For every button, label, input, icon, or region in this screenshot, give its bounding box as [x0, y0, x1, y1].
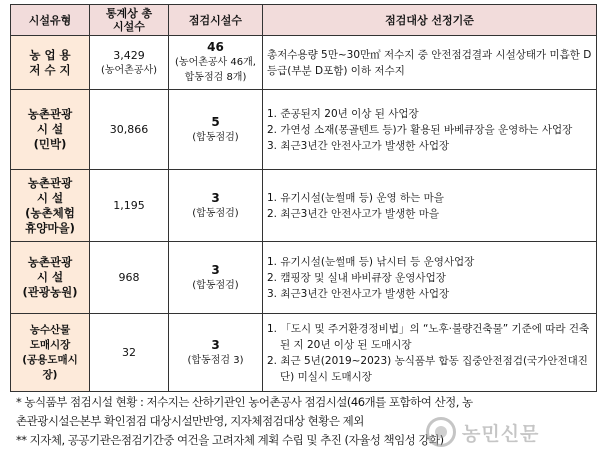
type-cell: 농 업 용 저 수 지: [11, 36, 90, 90]
type-cell: 농촌관광 시 설 (농촌체험 휴양마을): [11, 170, 90, 242]
type-cell: 농수산물 도매시장 (공용도매시장): [11, 314, 90, 392]
check-value: 3: [211, 190, 220, 205]
count-value: 32: [122, 346, 136, 359]
header-type: 시설유형: [11, 5, 90, 36]
table-row-market: [11, 314, 597, 392]
check-value: 3: [211, 262, 220, 277]
count-value: 968: [118, 271, 140, 284]
criteria-item: 2. 캠핑장 및 실내 바비큐장 운영사업장: [267, 271, 446, 284]
footnote-line: 촌관광시설은본부 확인점검 대상시설만반영, 지자체점검대상 현황은 제외: [16, 414, 364, 428]
count-cell: [90, 314, 169, 392]
table-header-row: [11, 5, 597, 36]
type-cell: 농촌관광 시 설 (민박): [11, 90, 90, 170]
check-sub: (합동점검): [192, 279, 239, 291]
count-cell: [90, 90, 169, 170]
check-value: 3: [211, 337, 220, 352]
check-cell: [169, 314, 263, 392]
newspaper-logo-icon: [426, 417, 456, 447]
check-cell: [169, 90, 263, 170]
criteria-item: 1. 유기시설(눈썰매 등) 운영 하는 마을: [267, 191, 444, 204]
table-row-minbak: [11, 90, 597, 170]
check-sub: (농어촌공사 46개, 합동점검 8개): [175, 57, 256, 83]
check-value: 46: [207, 40, 224, 54]
check-sub: (합동점검): [192, 207, 239, 219]
table-row-reservoir: [11, 36, 597, 90]
check-cell: [169, 36, 263, 90]
criteria-cell: [263, 170, 597, 242]
count-value: 30,866: [109, 123, 149, 136]
criteria-item: 3. 최근3년간 안전사고가 발생한 사업장: [267, 287, 450, 300]
criteria-item: 1. 준공된지 20년 이상 된 사업장: [267, 107, 419, 120]
type-cell: 농촌관광 시 설 (관광농원): [11, 242, 90, 314]
check-cell: [169, 242, 263, 314]
header-criteria: 점검대상 선정기준: [263, 5, 597, 36]
count-value: 3,429: [113, 48, 145, 62]
watermark: [418, 413, 598, 453]
count-value: 1,195: [113, 199, 145, 212]
criteria-cell: [263, 314, 597, 392]
check-sub: (합동점검 3): [187, 354, 244, 366]
criteria-item: 3. 최근3년간 안전사고가 발생한 사업장: [267, 139, 450, 152]
criteria-cell: [263, 242, 597, 314]
count-sub: (농어촌공사): [100, 64, 158, 76]
footnote-line: ** 지자체, 공공기관은점검기간중 여건을 고려자체 계획 수립 및 추진 (자율성 책임성 강화): [16, 433, 444, 447]
criteria-item: 2. 최근 5년(2019~2023) 농식품부 합동 집중안전점검(국가안전대진단) 미실시 도매시장: [267, 354, 588, 383]
count-cell: [90, 36, 169, 90]
footnote-line: * 농식품부 점검시설 현황 : 저수지는 산하기관인 농어촌공사 점검시설(46개를 포함하여 산정, 농: [16, 395, 473, 409]
criteria-item: 2. 가연성 소재(몽골텐트 등)가 활용된 바베큐장을 운영하는 사업장: [267, 123, 573, 136]
check-value: 5: [211, 114, 220, 129]
table-row-farm: [11, 242, 597, 314]
watermark-text: 농민신문: [462, 423, 540, 445]
header-check: 점검시설수: [169, 5, 263, 36]
criteria-item: 2. 최근3년간 안전사고가 발생한 마을: [267, 207, 440, 220]
count-cell: [90, 242, 169, 314]
criteria-item: 1. 유기시설(눈썰매 등) 낚시터 등 운영사업장: [267, 255, 475, 268]
criteria-item: 총저수용량 5만~30만㎥ 저수지 중 안전점검결과 시설상태가 미흡한 D등급(부분 D포함) 이하 저수지: [267, 48, 592, 77]
criteria-item: 1. 「도시 및 주거환경정비법」의 “노후·불량건축물” 기준에 따라 건축된 지 20년 이상 된 도매시장: [267, 322, 590, 351]
inspection-table: [10, 4, 597, 392]
count-cell: [90, 170, 169, 242]
check-sub: (합동점검): [192, 131, 239, 143]
table-row-village: [11, 170, 597, 242]
criteria-cell: [263, 90, 597, 170]
header-count: 통계상 총 시설수: [90, 5, 169, 36]
check-cell: [169, 170, 263, 242]
criteria-cell: [263, 36, 597, 90]
